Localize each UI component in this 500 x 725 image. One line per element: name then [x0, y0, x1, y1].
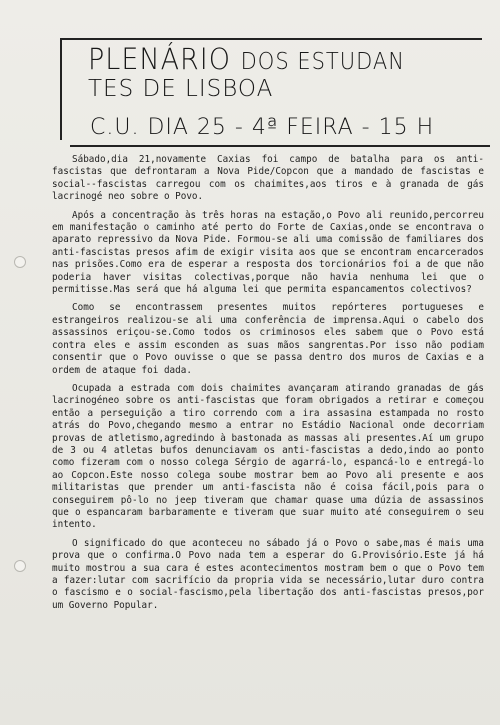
paragraph: Sábado,dia 21,novamente Caxias foi campo de batalha para os anti-fascistas que defrontaram a Nova Pide/Copcon que a mandado de fascistas e social--fascistas carregou com os chaimites,aos tiros e à granada de gás lacrinogé neo sobre o Povo.	[52, 154, 484, 203]
punch-hole	[14, 256, 26, 268]
paragraph: Ocupada a estrada com dois chaimites avançaram atirando granadas de gás lacrinogéneo sobre os anti-fascistas que foram obrigados a retirar e começou então a perseguição a tiro correndo com a ira assasina estampada no rosto atrás do Povo,chegando mesmo a entrar no Estádio Nacional onde decorriam provas de atletismo,agredindo à bastonada as massas ali presentes.Aí um grupo de 3 ou 4 atletas bufos denunciavam os anti-fascistas a dedo,indo ao ponto como fizeram com o nosso colega Sérgio de agarrá-lo, espancá-lo e entregá-lo ao Copcon.Este nosso colega soube mostrar bem ao Povo ali presente e aos militaristas que prender um anti-fascista não é coisa fácil,pois para o conseguirem pô-lo no jeep tiveram que chamar quase uma dúzia de assassinos que o espancaram barbaramente e tiveram que suar muito até conseguirem o seu intento.	[52, 382, 484, 531]
paragraph: O significado do que aconteceu no sábado já o Povo o sabe,mas é mais uma prova que o confirma.O Povo nada tem a esperar do G.Provisório.Este já há muito mostrou a sua cara é estes acontecimentos mostram bem o que o Povo tem a fazer:lutar com sacrifício da propria vida se necessário,lutar duro contra o fascismo e o social-fascismo,pela libertação dos anti-fascistas presos,por um Governo Popular.	[52, 537, 484, 611]
punch-hole	[14, 560, 26, 572]
body-text	[52, 154, 484, 618]
header-title-line1	[88, 42, 405, 76]
header-title-dos-estudan: DOS ESTUDAN	[240, 47, 406, 75]
paragraph: Como se encontrassem presentes muitos repórteres portugueses e estrangeiros realizou-se ali uma conferência de imprensa.Aqui o cabelo dos assassinos eriçou-se.Como todos os criminosos eles sabem que o Povo está contra eles e assim esconden as suas mãos sangrentas.Por isso não podiam consentir que o Povo ouvisse o que se passa dentro dos muros de Caxias e a ordem de ataque foi dada.	[52, 302, 484, 376]
header-title-line2: TES DE LISBOA	[88, 76, 274, 102]
header-meeting-info: C.U. DIA 25 - 4ª FEIRA - 15 H	[90, 115, 435, 140]
paragraph: Após a concentração às três horas na estação,o Povo ali reunido,percorreu em manifestação o caminho até perto do Forte de Caxias,onde se encontrava o aparato repressivo da Nova Pide. Formou-se ali uma comissão de familiares dos anti-fascistas presos afim de exigir visita aos que se encontram encarcerados nas prisões.Como era de esperar a resposta dos torcionários foi a de que não poderia haver visitas colectivas,porque não havia nenhuma lei que o permitisse.Mas será que há alguma lei que permita espancamentos colectivos?	[52, 209, 484, 296]
header-underline	[70, 145, 490, 147]
header-title-plenario: PLENÁRIO	[88, 42, 232, 77]
